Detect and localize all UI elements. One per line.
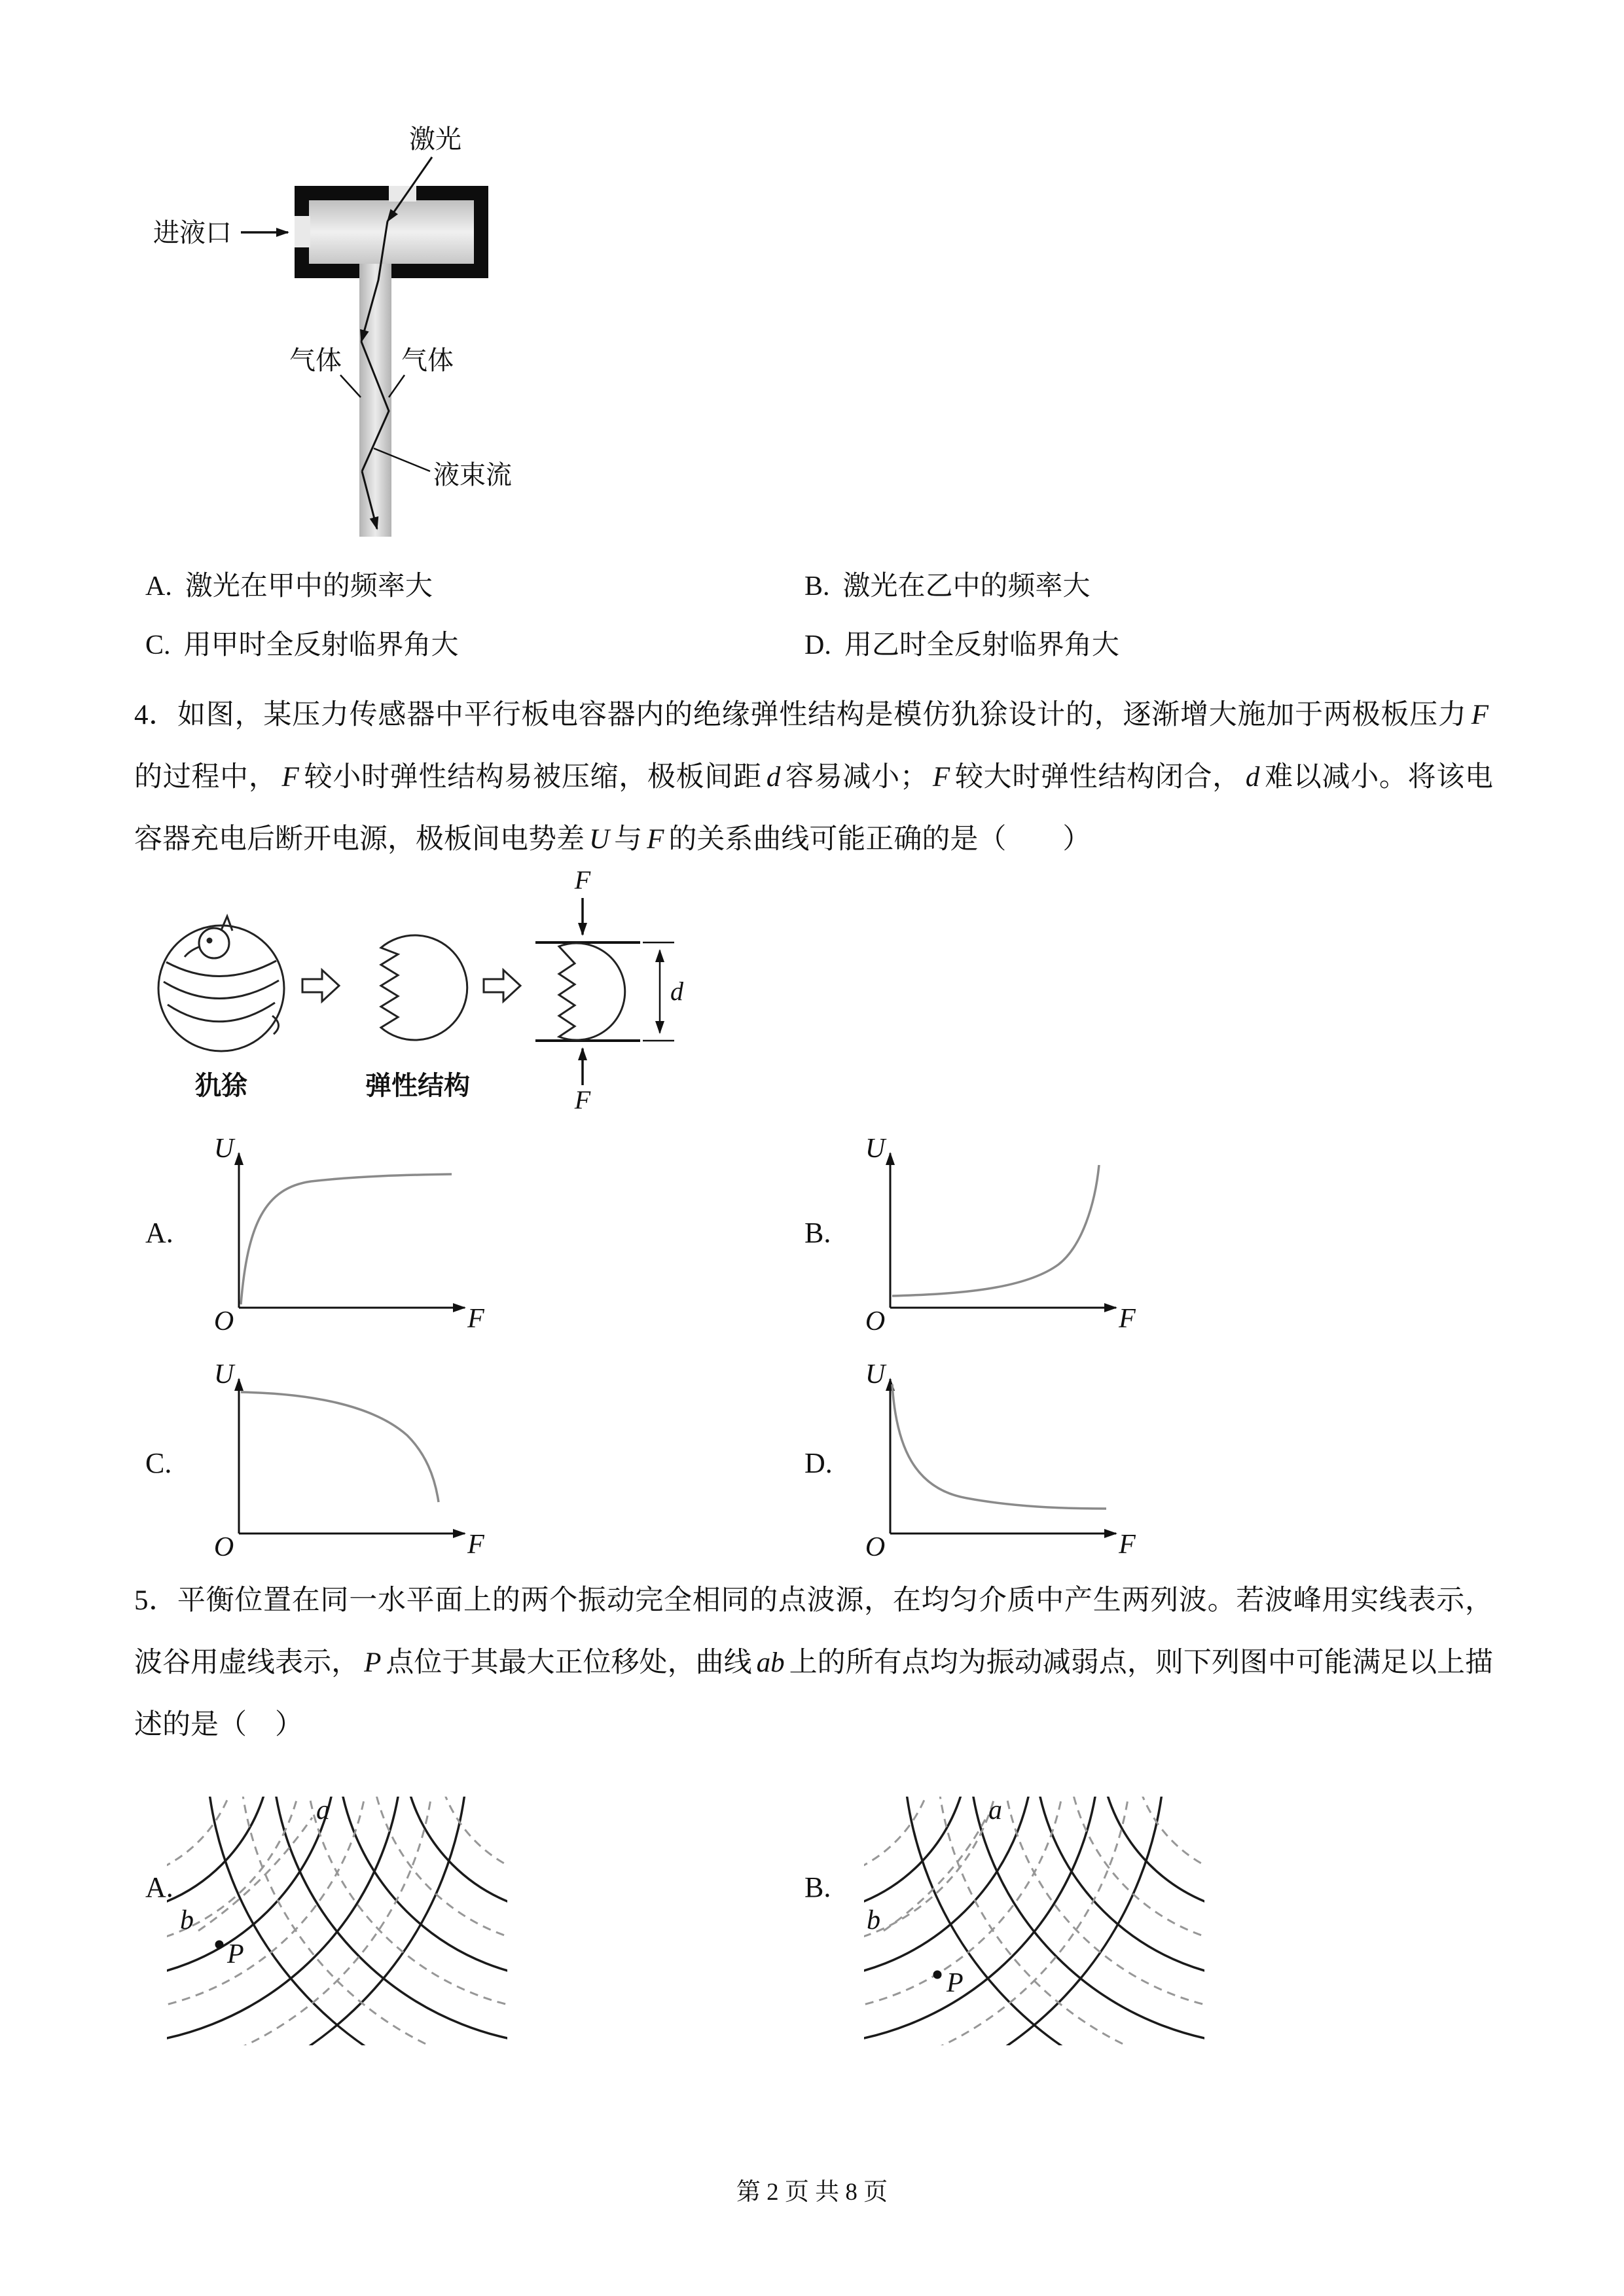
uf-curve-saturating-rise [241,1174,452,1304]
elastic-label: 弹性结构 [365,1071,470,1100]
label-p: P [227,1939,244,1969]
text-run: 上的所有点均为振动减弱点，则下列图中可能满足以上描述的是（ ） [134,1647,1494,1740]
wave-figure-a-key: A. [145,1871,173,1903]
q3-option-c [145,623,459,662]
text-run: 难以减小。将该电容器充电后断开电源，极板间电势差 [134,762,1494,855]
label-b: b [180,1905,194,1935]
text-run: 点位于其最大正位移处，曲线 [386,1647,752,1678]
u-label: U [213,1134,234,1164]
gas-right-label: 气体 [401,346,454,375]
text-run: 较小时弹性结构易被压缩，极板间距 [303,762,762,793]
armadillo-label: 犰狳 [195,1071,247,1100]
curve-ab [884,1820,985,1931]
graph-a [190,1126,491,1342]
origin-label: O [213,1306,234,1336]
stream-label: 液束流 [433,460,512,490]
armadillo-drawing [158,916,284,1051]
label-a: a [988,1797,1002,1825]
graph-a-key: A. [145,1217,173,1249]
option-key: D. [804,630,831,660]
text-run: 较大时弹性结构闭合， [954,762,1241,793]
label-a: a [316,1797,330,1825]
origin-label: O [213,1532,234,1562]
uf-curve-late-rise [892,1165,1099,1296]
math-var: U [589,824,610,855]
f-label: F [467,1304,484,1334]
gap-label: d [670,977,683,1006]
wave-figure-b-key: B. [804,1871,831,1903]
u-label: U [213,1359,234,1390]
math-var: ab [756,1647,785,1678]
crest-wavefronts [864,1797,1204,2045]
inlet-label: 进液口 [153,218,232,247]
force-bottom-label: F [574,1085,591,1113]
point-p [933,1971,942,1979]
graph-d [841,1352,1142,1568]
math-var: F [281,762,299,793]
transform-arrow-2 [484,970,520,1001]
option-text: 激光在甲中的频率大 [185,571,433,601]
tube-interior [309,200,474,264]
origin-label: O [865,1306,886,1336]
option-text: 激光在乙中的频率大 [842,571,1091,601]
text-run: 5．平衡位置在同一水平面上的两个振动完全相同的点波源，在均匀介质中产生两列波。若波峰用实线表示，波谷用虚线表示， [134,1585,1493,1678]
text-run: 的关系曲线可能正确的是（ ） [668,824,1091,855]
curve-ab [198,1818,312,1931]
nozzle-figure [144,105,563,550]
question-4-text [134,684,1493,870]
q3-option-b [804,564,1091,603]
transform-arrow-1 [302,970,339,1001]
wave-figure-b [864,1797,1204,2045]
graph-c-key: C. [145,1447,172,1479]
text-run: 的过程中， [134,762,278,793]
compressed-elastic-structure [559,943,625,1040]
math-var: d [766,762,781,793]
wave-figure-a [167,1797,507,2045]
elastic-structure-shape [381,935,467,1040]
laser-label: 激光 [409,124,461,154]
option-text: 用甲时全反射临界角大 [183,630,459,660]
graph-b-key: B. [804,1217,831,1249]
math-var: F [647,824,664,855]
option-key: A. [145,571,172,601]
graph-d-key: D. [804,1447,833,1479]
inlet-opening [295,216,310,247]
option-key: C. [145,630,171,660]
uf-curve-late-fall [241,1392,439,1502]
f-label: F [467,1530,484,1560]
point-p [215,1941,224,1949]
graph-b [841,1126,1142,1342]
q3-option-d [804,623,1119,662]
text-run: 与 [614,824,643,855]
graph-c [190,1352,491,1568]
math-var: F [1471,700,1489,730]
label-p: P [947,1968,964,1998]
option-text: 用乙时全反射临界角大 [844,630,1119,660]
math-var: F [932,762,950,793]
page-number-footer: 第 2 页 共 8 页 [736,2179,888,2206]
q3-option-a [145,564,433,603]
gas-left-leader [340,375,361,397]
u-label: U [865,1134,886,1164]
gas-left-label: 气体 [289,346,342,375]
pressure-sensor-figure [151,851,694,1113]
label-b: b [867,1905,880,1935]
question-5-text [134,1570,1493,1756]
math-var: d [1245,762,1260,793]
crest-wavefronts [167,1797,507,2045]
stem-opening [359,264,391,279]
force-top-label: F [574,865,591,895]
origin-label: O [865,1532,886,1562]
f-label: F [1119,1530,1136,1560]
text-run: 容易减小； [785,762,928,793]
f-label: F [1119,1304,1136,1334]
math-var: P [364,1647,382,1678]
text-run: 4．如图，某压力传感器中平行板电容器内的绝缘弹性结构是模仿犰狳设计的，逐渐增大施加于两极板压力 [134,700,1467,730]
option-key: B. [804,571,830,601]
uf-curve-steep-fall-level [892,1384,1106,1509]
u-label: U [865,1359,886,1390]
